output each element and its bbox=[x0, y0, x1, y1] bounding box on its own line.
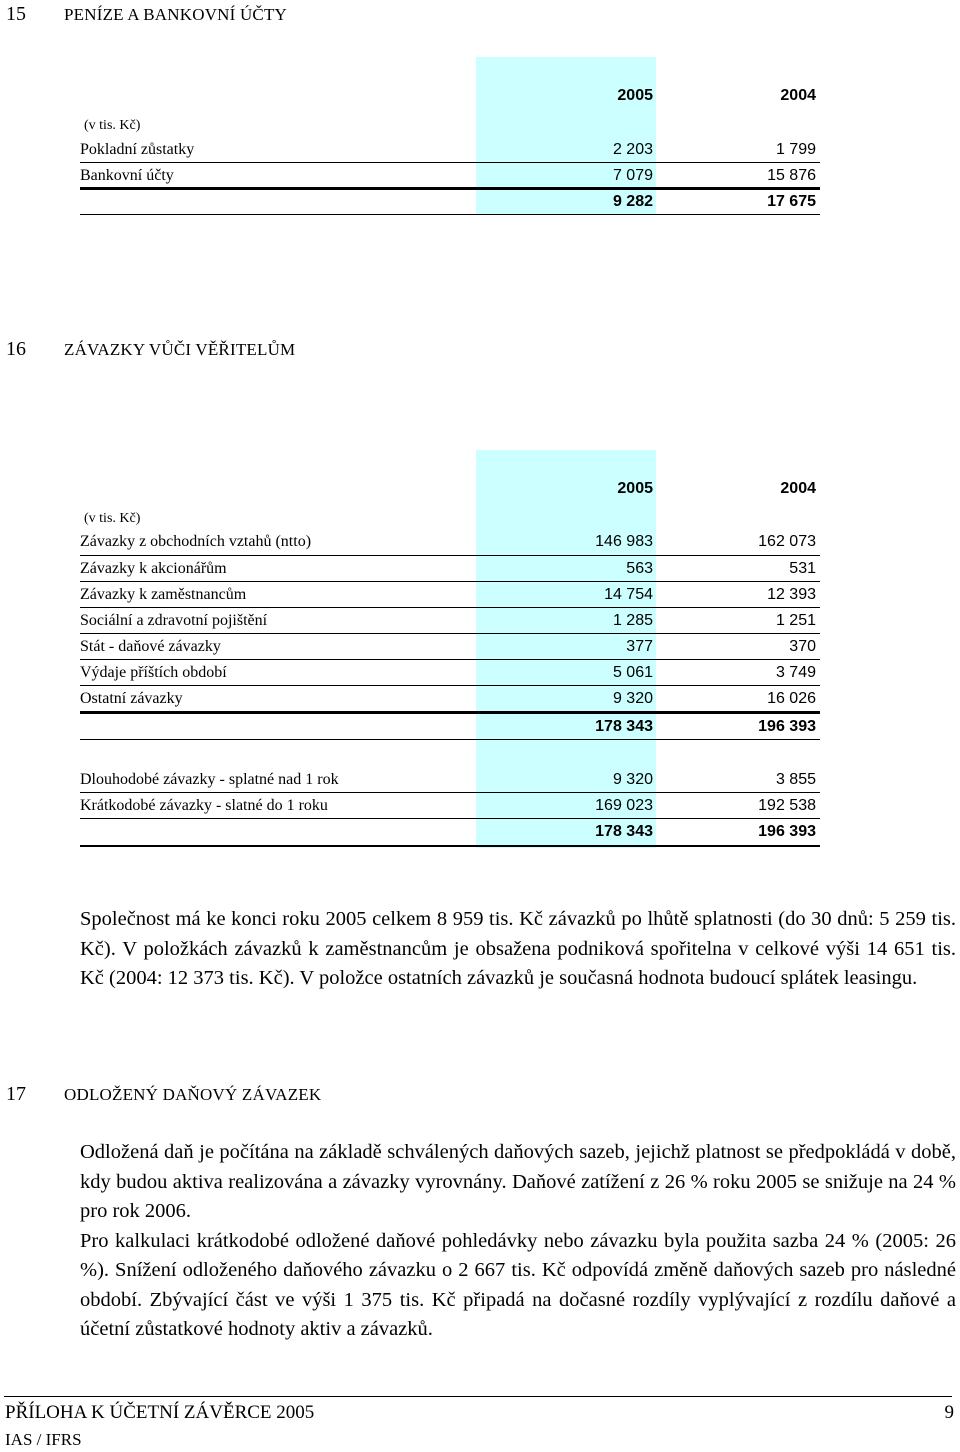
table-bottom-line bbox=[80, 845, 820, 847]
value-2005: 169 023 bbox=[595, 797, 653, 814]
row-label: Ostatní závazky bbox=[80, 690, 183, 707]
section-15-number: 15 bbox=[6, 3, 26, 25]
footer-subtitle: IAS / IFRS bbox=[5, 1430, 82, 1449]
row-label: Krátkodobé závazky - slatné do 1 roku bbox=[80, 797, 328, 814]
value-2004: 12 393 bbox=[767, 586, 816, 603]
row-label: Sociální a zdravotní pojištění bbox=[80, 612, 268, 629]
row-label: Pokladní zůstatky bbox=[80, 141, 195, 158]
total-row bbox=[80, 713, 820, 739]
footer-rule bbox=[4, 1396, 952, 1397]
value-2004: 162 073 bbox=[758, 533, 816, 550]
section-17-paragraphs bbox=[80, 1138, 956, 1345]
value-2005: 563 bbox=[626, 560, 653, 577]
table-row bbox=[80, 659, 820, 685]
footer-title: PŘÍLOHA K ÚČETNÍ ZÁVĚRCE 2005 bbox=[5, 1402, 315, 1423]
table-row bbox=[80, 607, 820, 633]
total-2005: 9 282 bbox=[612, 193, 653, 210]
table-row bbox=[80, 792, 820, 818]
table-bottom-line bbox=[80, 214, 820, 215]
value-2004: 192 538 bbox=[758, 797, 816, 814]
value-2005: 9 320 bbox=[612, 690, 653, 707]
section-15-title: PENÍZE A BANKOVNÍ ÚČTY bbox=[64, 5, 288, 24]
row-label: Stát - daňové závazky bbox=[80, 638, 221, 655]
year-2005-header: 2005 bbox=[617, 480, 653, 497]
value-2004: 16 026 bbox=[767, 690, 816, 707]
value-2005: 5 061 bbox=[612, 664, 653, 681]
value-2005: 2 203 bbox=[612, 141, 653, 158]
total-row bbox=[80, 818, 820, 844]
value-2004: 1 251 bbox=[775, 612, 816, 629]
table-row bbox=[80, 685, 820, 711]
total-row bbox=[80, 188, 820, 214]
page-number: 9 bbox=[944, 1402, 954, 1423]
unit-label: (v tis. Kč) bbox=[84, 118, 141, 133]
table-row bbox=[80, 162, 820, 188]
section-16-title: ZÁVAZKY VŮČI VĚŘITELŮM bbox=[64, 340, 296, 359]
year-2004-header: 2004 bbox=[780, 480, 816, 497]
total-2004: 196 393 bbox=[758, 718, 816, 735]
section-16-paragraph bbox=[80, 905, 956, 994]
value-2004: 3 855 bbox=[775, 771, 816, 788]
year-2004-header: 2004 bbox=[780, 87, 816, 104]
paragraph-text: Odložená daň je počítána na základě schválených daňových sazeb, jejichž platnost se předpokládá v době, kdy budou aktiva realizována a závazky vyrovnány. Daňové zatížení z 26 % roku 2005 se snižuje na 24 % pro rok 2006. bbox=[80, 1141, 956, 1222]
total-2004: 17 675 bbox=[767, 193, 816, 210]
year-2005-header: 2005 bbox=[617, 87, 653, 104]
value-2004: 15 876 bbox=[767, 167, 816, 184]
table-row bbox=[80, 136, 820, 162]
row-label: Závazky z obchodních vztahů (ntto) bbox=[80, 533, 312, 550]
value-2004: 1 799 bbox=[775, 141, 816, 158]
value-2005: 146 983 bbox=[595, 533, 653, 550]
table-row bbox=[80, 633, 820, 659]
value-2005: 377 bbox=[626, 638, 653, 655]
value-2004: 370 bbox=[789, 638, 816, 655]
row-label: Závazky k akcionářům bbox=[80, 560, 227, 577]
value-2004: 3 749 bbox=[775, 664, 816, 681]
section-17-title: ODLOŽENÝ DAŇOVÝ ZÁVAZEK bbox=[64, 1085, 322, 1104]
value-2005: 1 285 bbox=[612, 612, 653, 629]
table-row bbox=[80, 555, 820, 581]
value-2005: 9 320 bbox=[612, 771, 653, 788]
paragraph-text: Společnost má ke konci roku 2005 celkem 8 959 tis. Kč závazků po lhůtě splatnosti (do 30 dnů: 5 259 tis. Kč). V položkách závazků k zaměstnancům je obsažena podniková spořitelna v celkové výši 14 651 tis. Kč (2004: 12 373 tis. Kč). V položce ostatních závazků je současná hodnota budoucí splátek leasingu. bbox=[80, 908, 956, 989]
unit-label: (v tis. Kč) bbox=[84, 511, 141, 526]
row-label: Bankovní účty bbox=[80, 167, 174, 184]
row-label: Dlouhodobé závazky - splatné nad 1 rok bbox=[80, 771, 339, 788]
table-row bbox=[80, 528, 820, 554]
row-label: Závazky k zaměstnancům bbox=[80, 586, 247, 603]
value-2005: 7 079 bbox=[612, 167, 653, 184]
section-16-number: 16 bbox=[6, 338, 26, 360]
total-2005: 178 343 bbox=[595, 718, 653, 735]
total-2005: 178 343 bbox=[595, 823, 653, 840]
section-17-number: 17 bbox=[6, 1083, 26, 1105]
value-2004: 531 bbox=[789, 560, 816, 577]
table-row bbox=[80, 766, 820, 792]
row-label: Výdaje příštích období bbox=[80, 664, 227, 681]
value-2005: 14 754 bbox=[604, 586, 653, 603]
paragraph-text: Pro kalkulaci krátkodobé odložené daňové pohledávky nebo závazku byla použita sazba 24 % (2005: 26 %). Snížení odloženého daňového závazku o 2 667 tis. Kč odpovídá změně daňových sazeb pro následné období. Zbývající část ve výši 1 375 tis. Kč připadá na dočasné rozdíly vyplývající z rozdílu daňové a účetní zůstatkové hodnoty aktiv a závazků. bbox=[80, 1229, 956, 1340]
table-line bbox=[80, 739, 820, 740]
table-row bbox=[80, 581, 820, 607]
total-2004: 196 393 bbox=[758, 823, 816, 840]
